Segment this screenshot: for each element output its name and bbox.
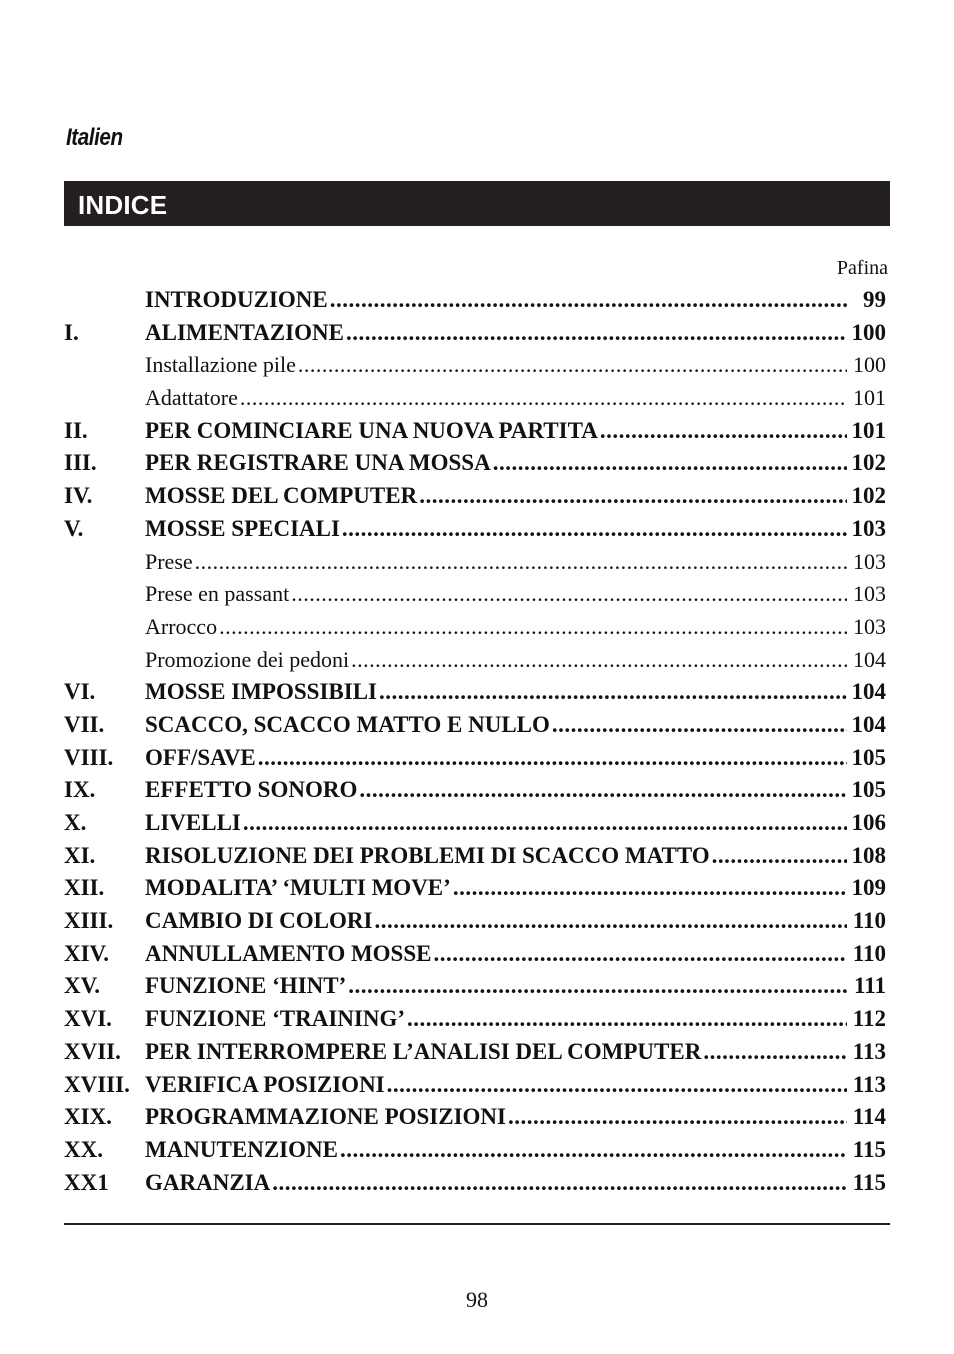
toc-entry — [64, 1036, 886, 1069]
toc-entry-page: 115 — [852, 1169, 886, 1195]
dot-leader — [379, 676, 847, 709]
toc-subentry — [64, 349, 886, 382]
table-of-contents — [64, 284, 886, 1199]
toc-entry-title: MOSSE IMPOSSIBILI — [145, 679, 377, 705]
toc-entry — [64, 317, 886, 350]
dot-leader — [359, 774, 847, 807]
toc-entry-title: ALIMENTAZIONE — [145, 319, 344, 345]
toc-entry — [64, 709, 886, 742]
dot-leader — [712, 840, 847, 873]
toc-entry-title: FUNZIONE ‘TRAINING’ — [145, 1006, 406, 1032]
toc-entry — [64, 742, 886, 775]
toc-entry — [64, 1167, 886, 1200]
toc-entry-number: XVIII. — [64, 1071, 130, 1097]
toc-entry-page: 104 — [851, 679, 886, 705]
toc-entry-title: INTRODUZIONE — [145, 287, 328, 312]
dot-leader — [600, 415, 847, 448]
toc-entry — [64, 1134, 886, 1167]
dot-leader — [342, 513, 847, 546]
toc-entry-title: MODALITA’ ‘MULTI MOVE’ — [145, 875, 451, 901]
toc-entry-number: VII. — [64, 711, 105, 737]
toc-entry-title: CAMBIO DI COLORI — [145, 908, 373, 934]
dot-leader — [240, 382, 847, 415]
toc-entry-page: 103 — [853, 581, 886, 607]
dot-leader — [703, 1036, 847, 1069]
toc-entry-number: IV. — [64, 483, 93, 509]
toc-entry-number: X. — [64, 810, 87, 835]
toc-entry — [64, 872, 886, 905]
toc-entry-title: MANUTENZIONE — [145, 1136, 338, 1162]
toc-entry — [64, 905, 886, 938]
toc-entry-page: 110 — [852, 908, 886, 934]
toc-entry — [64, 447, 886, 480]
toc-entry-number: I. — [64, 319, 79, 345]
toc-entry — [64, 1003, 886, 1036]
toc-entry-title: SCACCO, SCACCO MATTO E NULLO — [145, 711, 550, 737]
toc-subentry — [64, 546, 886, 579]
toc-entry-page: 111 — [854, 973, 886, 999]
toc-entry — [64, 284, 886, 317]
toc-entry-number: XIII. — [64, 908, 114, 934]
toc-entry — [64, 840, 886, 873]
toc-entry-page: 103 — [851, 515, 886, 541]
toc-entry — [64, 807, 886, 840]
toc-entry-title: Prese — [145, 548, 193, 574]
toc-entry-page: 103 — [853, 548, 886, 574]
dot-leader — [258, 742, 847, 775]
dot-leader — [508, 1101, 847, 1134]
toc-entry-page: 101 — [853, 385, 886, 411]
toc-entry-title: FUNZIONE ‘HINT’ — [145, 973, 347, 999]
toc-entry — [64, 1069, 886, 1102]
dot-leader — [219, 611, 847, 644]
dot-leader — [272, 1167, 847, 1200]
toc-entry — [64, 938, 886, 971]
toc-entry-title: RISOLUZIONE DEI PROBLEMI DI SCACCO MATTO — [145, 842, 710, 868]
toc-entry-title: MOSSE DEL COMPUTER — [145, 483, 418, 509]
toc-subentry — [64, 611, 886, 644]
dot-leader — [298, 349, 847, 382]
toc-entry-title: Adattatore — [145, 385, 238, 411]
dot-leader — [348, 970, 847, 1003]
dot-leader — [387, 1069, 847, 1102]
toc-entry-number: IX. — [64, 777, 96, 803]
toc-entry-page: 102 — [851, 450, 886, 476]
toc-entry — [64, 676, 886, 709]
toc-entry-number: II. — [64, 417, 88, 443]
dot-leader — [195, 546, 847, 579]
page-number: 98 — [466, 1287, 488, 1312]
dot-leader — [291, 578, 847, 611]
toc-entry — [64, 774, 886, 807]
toc-entry — [64, 480, 886, 513]
toc-entry-page: 103 — [853, 613, 886, 639]
toc-entry-number: XVI. — [64, 1006, 112, 1032]
toc-entry-title: Installazione pile — [145, 352, 296, 378]
toc-entry — [64, 1101, 886, 1134]
section-banner — [64, 181, 890, 226]
toc-entry-page: 115 — [852, 1136, 886, 1162]
toc-entry-page: 108 — [851, 842, 886, 868]
toc-entry-page: 113 — [852, 1038, 886, 1064]
toc-entry-title: Promozione dei pedoni — [145, 646, 350, 672]
toc-entry-page: 113 — [852, 1071, 886, 1097]
toc-entry-number: XX1 — [64, 1169, 109, 1195]
page-column-label: Pafina — [836, 257, 888, 279]
language-label: Italien — [66, 124, 123, 151]
toc-entry-number: III. — [64, 450, 97, 476]
toc-entry-page: 110 — [852, 940, 886, 966]
toc-entry-number: XII. — [64, 875, 105, 901]
toc-entry-number: XX. — [64, 1136, 103, 1162]
toc-entry-page: 105 — [851, 744, 886, 770]
toc-subentry — [64, 644, 886, 677]
toc-entry-number: VIII. — [64, 744, 114, 770]
section-title: INDICE — [78, 190, 168, 220]
toc-entry-title: VERIFICA POSIZIONI — [145, 1071, 385, 1097]
toc-subentry — [64, 578, 886, 611]
toc-entry-number: V. — [64, 515, 84, 541]
toc-entry-number: VI. — [64, 679, 96, 705]
toc-entry-page: 102 — [851, 483, 886, 509]
toc-entry-title: PER INTERROMPERE L’ANALISI DEL COMPUTER — [145, 1038, 702, 1064]
dot-leader — [351, 644, 847, 677]
toc-entry-number: XVII. — [64, 1038, 121, 1064]
toc-entry-page: 104 — [851, 711, 886, 737]
toc-entry-page: 106 — [851, 810, 886, 835]
toc-entry-page: 114 — [852, 1104, 886, 1130]
dot-leader — [419, 480, 847, 513]
toc-entry-title: EFFETTO SONORO — [145, 777, 358, 803]
dot-leader — [243, 807, 847, 840]
toc-entry — [64, 513, 886, 546]
toc-entry-page: 105 — [851, 777, 886, 803]
dot-leader — [433, 938, 847, 971]
dot-leader — [330, 284, 847, 317]
dot-leader — [346, 317, 847, 350]
dot-leader — [407, 1003, 847, 1036]
toc-entry-page: 100 — [853, 352, 886, 378]
toc-entry-page: 99 — [863, 287, 886, 312]
toc-entry-page: 100 — [851, 319, 886, 345]
dot-leader — [340, 1134, 847, 1167]
toc-entry — [64, 970, 886, 1003]
toc-entry-title: PER COMINCIARE UNA NUOVA PARTITA — [145, 417, 598, 443]
bottom-rule — [64, 1223, 890, 1225]
toc-entry-title: PROGRAMMAZIONE POSIZIONI — [145, 1104, 506, 1130]
toc-entry-title: Prese en passant — [145, 581, 290, 607]
toc-subentry — [64, 382, 886, 415]
toc-entry-page: 101 — [851, 417, 886, 443]
dot-leader — [552, 709, 847, 742]
toc-entry-page: 109 — [851, 875, 886, 901]
toc-entry-title: Arrocco — [145, 613, 218, 639]
toc-entry-title: GARANZIA — [145, 1169, 271, 1195]
dot-leader — [374, 905, 847, 938]
toc-entry-title: ANNULLAMENTO MOSSE — [145, 940, 432, 966]
toc-entry-title: OFF/SAVE — [145, 744, 256, 770]
toc-entry-title: MOSSE SPECIALI — [145, 515, 340, 541]
toc-entry-number: XV. — [64, 973, 101, 999]
toc-entry-page: 104 — [853, 646, 886, 672]
toc-entry-title: PER REGISTRARE UNA MOSSA — [145, 450, 491, 476]
toc-entry — [64, 415, 886, 448]
toc-entry-page: 112 — [852, 1006, 886, 1032]
toc-entry-number: XI. — [64, 842, 96, 868]
dot-leader — [493, 447, 847, 480]
toc-entry-number: XIX. — [64, 1104, 112, 1130]
toc-entry-number: XIV. — [64, 940, 109, 966]
toc-entry-title: LIVELLI — [145, 810, 241, 835]
dot-leader — [453, 872, 847, 905]
